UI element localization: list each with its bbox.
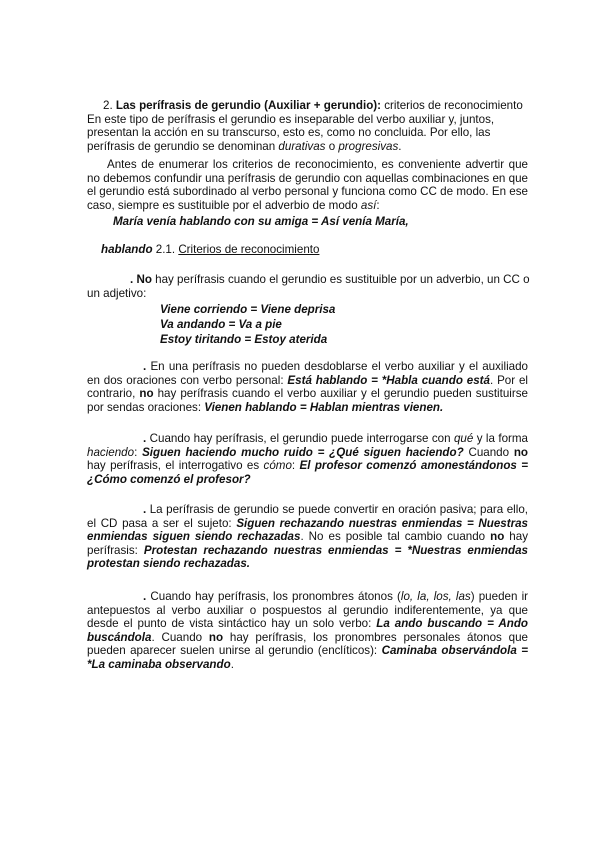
- criterion-5-example-2: Caminaba observándola = *La caminaba observando: [87, 644, 528, 671]
- bullet-dot: .: [143, 360, 151, 373]
- section-title-rest: criterios de reconocimiento: [381, 99, 523, 112]
- criterion-3-example-2: El profesor comenzó amonestándonos = ¿Cómo comenzó el profesor?: [87, 459, 528, 486]
- section-number: 2.: [103, 99, 113, 112]
- term-progresivas: progresivas: [338, 139, 399, 153]
- criterion-5: . Cuando hay perífrasis, los pronombres átonos (lo, la, los, las) pueden ir antepuestos al verbo auxiliar o pospuestos al gerundio indiferentemente, ya que desde el punto de vista sintáctico hay un solo verbo: La ando buscando = Ando buscándola. Cuando no hay perífrasis, los pronombres personales átonos que pueden aparecer suelen unirse al gerundio (enclíticos): Caminaba observándola = *La caminaba observando.: [87, 590, 529, 671]
- term-durativas: durativas: [278, 139, 326, 153]
- criterion-5-example-1: La ando buscando = Ando buscándola: [87, 617, 528, 644]
- criterion-2-example-1: Está hablando = *Habla cuando está: [287, 373, 490, 387]
- subsection-title: Criterios de reconocimiento: [178, 243, 320, 256]
- bullet-dot: .: [143, 590, 151, 603]
- criterion-3-example-1: Siguen haciendo mucho ruido = ¿Qué siguen haciendo?: [142, 445, 464, 459]
- term-asi: así: [360, 198, 377, 212]
- subsection-heading: hablando 2.1. Criterios de reconocimiento: [101, 243, 320, 256]
- example-hablando: hablando: [101, 243, 153, 256]
- example-maria: María venía hablando con su amiga = Así venía María,: [113, 215, 409, 228]
- paragraph-warning: Antes de enumerar los criterios de reconocimiento, es conveniente advertir que no debemos confundir una perífrasis de gerundio con aquellas combinaciones en que el gerundio está subordinado al verbo personal y funciona como CC de modo. En ese caso, siempre es sustituible por el adverbio de modo así:: [87, 158, 528, 212]
- criterion-3: . Cuando hay perífrasis, el gerundio puede interrogarse con qué y la forma haciendo: Siguen haciendo mucho ruido = ¿Qué siguen haciendo? Cuando no hay perífrasis, el interrogativo es cómo: El profesor comenzó amonestándonos = ¿Cómo comenzó el profesor?: [87, 432, 529, 486]
- criterion-2-example-2: Vienen hablando = Hablan mientras vienen.: [204, 400, 444, 414]
- section-intro: 2. Las perífrasis de gerundio (Auxiliar + gerundio): criterios de reconocimiento En este tipo de perífrasis el gerundio es inseparable del verbo auxiliar y, juntos, presentan la acción en su transcurso, esto es, como no concluida. Por ello, las perífrasis de gerundio se denominan durativas o progresivas.: [87, 99, 523, 153]
- criterion-1: . No hay perífrasis cuando el gerundio es sustituible por un adverbio, un CC o un adjetivo:: [87, 273, 530, 300]
- criterion-1-example: Estoy tiritando = Estoy aterida: [160, 333, 328, 346]
- bullet-dot: .: [143, 432, 150, 445]
- criterion-4: . La perífrasis de gerundio se puede convertir en oración pasiva; para ello, el CD pasa a ser el sujeto: Siguen rechazando nuestras enmiendas = Nuestras enmiendas siguen siendo rechazadas. No es posible tal cambio cuando no hay perífrasis: Protestan rechazando nuestras enmiendas = *Nuestras enmiendas protestan siendo rechazadas.: [87, 503, 528, 571]
- pronoun-list: lo, la, los, las: [400, 590, 471, 603]
- criterion-1-example: Viene corriendo = Viene deprisa: [160, 303, 336, 316]
- criterion-2: . En una perífrasis no pueden desdoblarse el verbo auxiliar y el auxiliado en dos oraciones con verbo personal: Está hablando = *Habla cuando está. Por el contrario, no hay perífrasis cuando el verbo auxiliar y el gerundio pueden sustituirse por sendas oraciones: Vienen hablando = Hablan mientras vienen.: [87, 360, 529, 414]
- intro-text: En este tipo de perífrasis el gerundio es inseparable del verbo auxiliar y, juntos, presentan la acción en su transcurso, esto es, como no concluida. Por ello, las perífrasis de gerundio se denominan: [87, 112, 495, 153]
- criterion-1-example: Va andando = Va a pie: [160, 318, 282, 331]
- criterion-4-example-2: Protestan rechazando nuestras enmiendas = *Nuestras enmiendas protestan siendo rechazadas.: [87, 543, 528, 571]
- bullet-dot: .: [143, 503, 150, 516]
- section-title: Las perífrasis de gerundio (Auxiliar + gerundio):: [115, 99, 382, 112]
- criterion-4-example-1: Siguen rechazando nuestras enmiendas = Nuestras enmiendas siguen siendo rechazadas: [87, 516, 528, 544]
- bullet-dot: .: [130, 273, 137, 286]
